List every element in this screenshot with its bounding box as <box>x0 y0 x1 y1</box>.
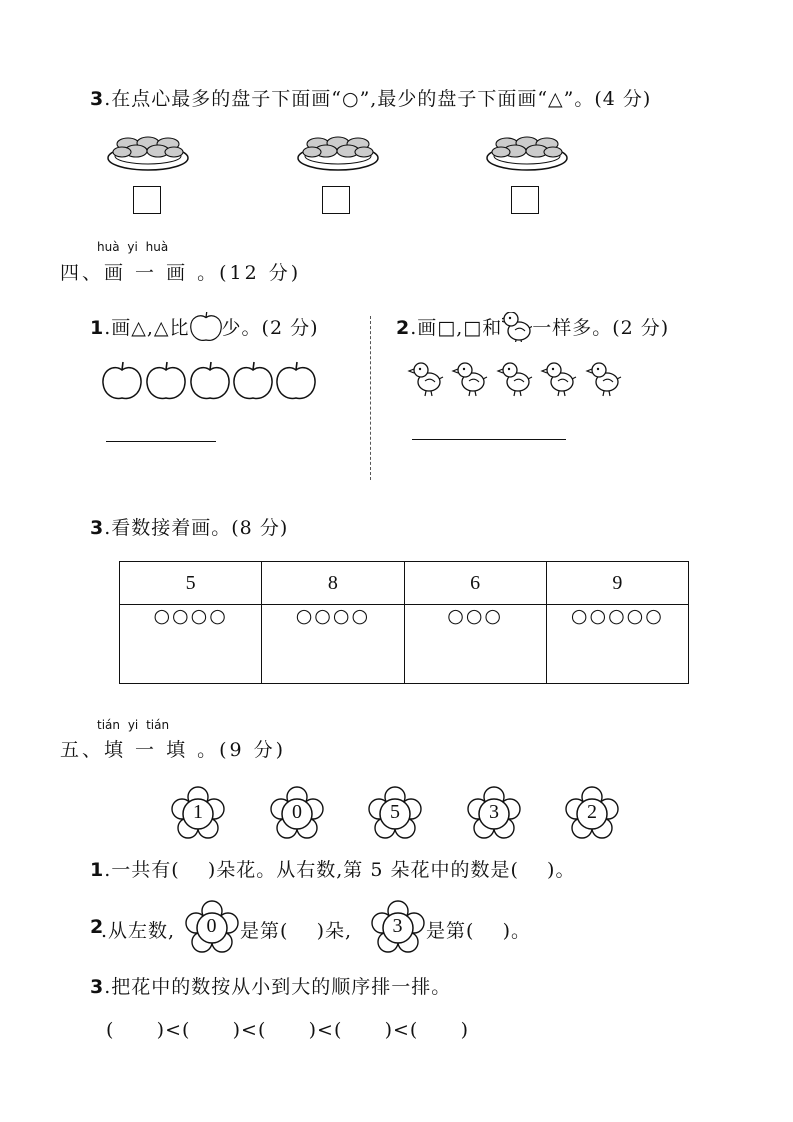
question-number: 2 <box>396 317 411 339</box>
divider <box>370 316 371 480</box>
chick-row <box>405 358 630 400</box>
flower-number: 2 <box>587 801 597 823</box>
flower-number: 0 <box>292 801 302 823</box>
flower <box>168 783 228 847</box>
section-5-pinyin: tián yi tián <box>97 718 170 732</box>
answer-line[interactable] <box>412 439 566 440</box>
question-text: .从左数, <box>101 920 176 942</box>
question-number: 3 <box>90 976 105 998</box>
section-5-title: 五、填 一 填 。(9 分) <box>60 739 287 761</box>
question-text: 少。(2 分) <box>221 317 319 339</box>
question-5-3 <box>90 972 451 999</box>
table-drawing-cell[interactable]: ○○○○ <box>262 605 404 684</box>
question-3-plates <box>90 84 651 111</box>
flower-number: 1 <box>193 801 203 823</box>
question-text: .看数接着画。(8 分) <box>104 517 289 539</box>
apple-icon <box>147 362 185 398</box>
flower <box>267 783 327 847</box>
apple-icon <box>234 362 272 398</box>
flower <box>368 900 428 965</box>
apple-icon <box>277 362 315 398</box>
question-number: 1 <box>90 859 105 881</box>
question-number: 2 <box>90 916 105 938</box>
question-text: .把花中的数按从小到大的顺序排一排。 <box>104 976 452 998</box>
question-text: .画□,□和 <box>410 317 503 339</box>
apple-icon <box>191 362 229 398</box>
apple-icon <box>103 362 141 398</box>
flower <box>464 783 524 847</box>
question-number: 1 <box>90 317 105 339</box>
table-drawing-cell[interactable]: ○○○○ <box>120 605 262 684</box>
question-4-3 <box>90 513 288 540</box>
flower-number: 0 <box>206 915 218 937</box>
question-number: 3 <box>90 88 105 110</box>
chick-icon <box>498 363 532 396</box>
chick-icon <box>542 363 576 396</box>
chick-icon <box>453 363 487 396</box>
answer-line[interactable] <box>106 441 216 442</box>
question-4-2 <box>396 312 669 342</box>
table-drawing-cell[interactable]: ○○○○○ <box>546 605 688 684</box>
question-5-2 <box>90 900 610 956</box>
flower-number: 3 <box>392 915 404 937</box>
table-header-cell: 6 <box>404 562 546 605</box>
question-text: 一样多。(2 分) <box>532 317 670 339</box>
chick-icon <box>409 363 443 396</box>
flower <box>562 783 622 847</box>
apple-icon <box>190 312 222 342</box>
question-text: .画△,△比 <box>104 317 190 339</box>
answer-box[interactable] <box>322 186 350 214</box>
plate-of-dumplings-icon <box>100 126 200 172</box>
question-text: .一共有( )朵花。从右数,第 5 朵花中的数是( )。 <box>104 859 576 881</box>
question-number: 3 <box>90 517 105 539</box>
chick-icon <box>502 312 532 342</box>
answer-box[interactable] <box>133 186 161 214</box>
table-drawing-cell[interactable]: ○○○ <box>404 605 546 684</box>
section-4-pinyin: huà yi huà <box>97 240 169 254</box>
question-text: 是第( )朵, <box>240 920 353 942</box>
chick-icon <box>587 363 621 396</box>
plate-of-dumplings-icon <box>479 126 579 172</box>
table-header-cell: 8 <box>262 562 404 605</box>
flower-number: 5 <box>390 801 400 823</box>
question-4-1 <box>90 312 319 342</box>
flower <box>182 900 242 965</box>
apple-row <box>100 360 320 400</box>
question-text: .在点心最多的盘子下面画“○”,最少的盘子下面画“△”。(4 分) <box>104 88 652 110</box>
flower-number: 3 <box>489 801 499 823</box>
flower-row <box>168 783 628 843</box>
table-header-cell: 9 <box>546 562 688 605</box>
table-header-cell: 5 <box>120 562 262 605</box>
order-answer-row[interactable]: ( )<( )<( )<( )<( ) <box>106 1019 469 1041</box>
flower <box>365 783 425 847</box>
question-5-1 <box>90 855 575 882</box>
section-4-title: 四、画 一 画 。(12 分) <box>60 262 302 284</box>
question-text: 是第( )。 <box>426 920 531 942</box>
answer-box[interactable] <box>511 186 539 214</box>
plate-of-dumplings-icon <box>290 126 390 172</box>
count-draw-table <box>119 561 689 684</box>
